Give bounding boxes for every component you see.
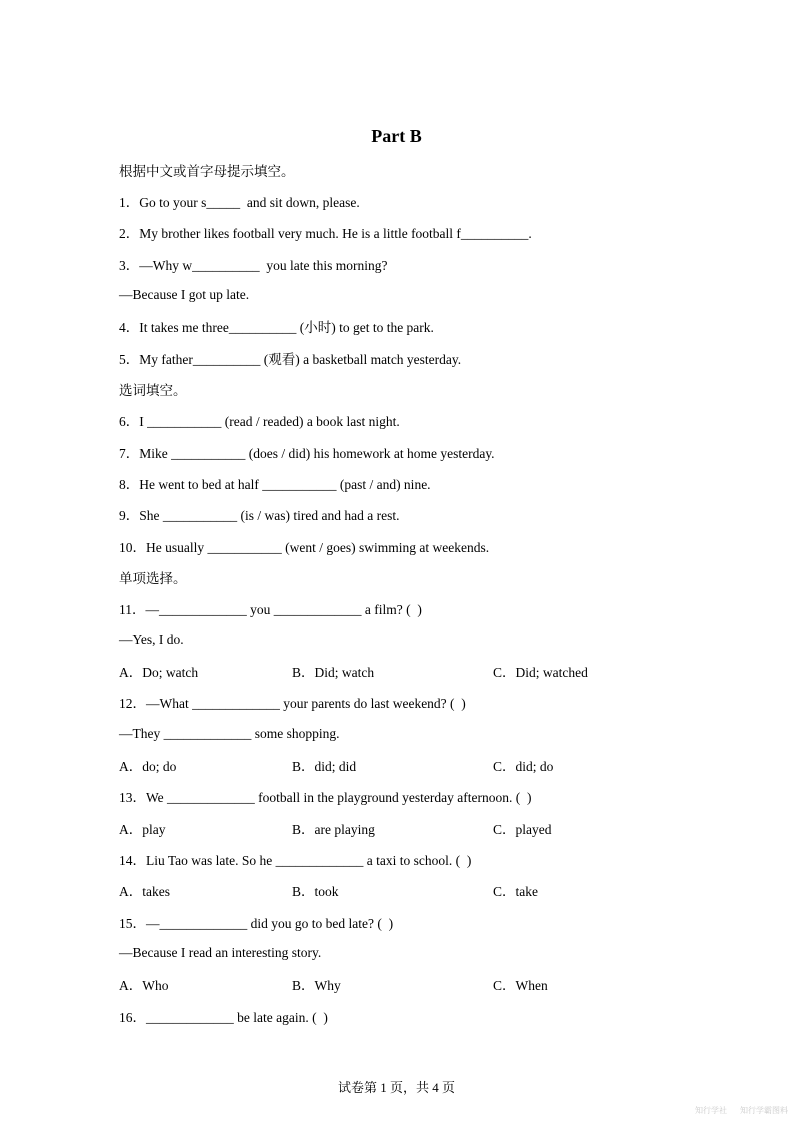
options-row [119,749,719,780]
option-b: B．did; did [292,758,357,774]
watermark [695,1105,788,1116]
option-b: B．are playing [292,821,375,837]
dialog-reply-line: —Because I read an interesting story. [119,944,322,960]
question-line: 9．She ___________ (is / was) tired and had a rest. [119,508,400,524]
dialog-reply-line: —Yes, I do. [119,631,184,647]
question-line: 13．We _____________ football in the playground yesterday afternoon. ( ) [119,790,532,806]
question-line: 4．It takes me three__________ (小时) to get to the park. [119,320,434,336]
question-line: 11．—_____________ you _____________ a film? ( ) [119,602,422,618]
option-a: A．Do; watch [119,664,199,680]
option-c: C．When [493,978,548,994]
question-line: 16．_____________ be late again. ( ) [119,1009,328,1025]
question-line: 8．He went to bed at half ___________ (past / and) nine. [119,476,431,492]
watermark-left-text: 知行学社 [695,1106,727,1115]
question-line: 7．Mike ___________ (does / did) his homework at home yesterday. [119,445,495,461]
option-b: B．took [292,884,339,900]
section-instruction: 根据中文或首字母提示填空。 [119,163,295,179]
exam-body [119,154,719,1031]
options-row [119,969,719,1000]
question-line: 5．My father__________ (观看) a basketball match yesterday. [119,351,462,367]
option-a: A．do; do [119,758,177,774]
question-line: 14．Liu Tao was late. So he _____________ a taxi to school. ( ) [119,852,472,868]
options-row [119,812,719,843]
option-a: A．takes [119,884,170,900]
option-a: A．Who [119,978,169,994]
question-line: 12．—What _____________ your parents do last weekend? ( ) [119,696,466,712]
question-line: 2．My brother likes football very much. He is a little football f__________. [119,226,532,242]
dialog-reply-line: —They _____________ some shopping. [119,725,340,741]
section-instruction: 选词填空。 [119,382,187,398]
question-line: 6．I ___________ (read / readed) a book last night. [119,414,400,430]
option-b: B．Why [292,978,341,994]
dialog-reply-line: —Because I got up late. [119,286,250,302]
options-row [119,875,719,906]
section-instruction: 单项选择。 [119,570,187,586]
options-row [119,655,719,686]
page-title: Part B [371,126,422,146]
page-footer: 试卷第 1 页，共 4 页 [337,1080,455,1095]
option-a: A．play [119,821,166,837]
question-line: 10．He usually ___________ (went / goes) swimming at weekends. [119,539,490,555]
question-line: 1．Go to your s_____ and sit down, please. [119,194,360,210]
watermark-right-text: 知行学霸图料 [740,1106,788,1115]
option-b: B．Did; watch [292,664,375,680]
option-c: C．did; do [493,758,554,774]
option-c: C．played [493,821,552,837]
option-c: C．Did; watched [493,664,588,680]
option-c: C．take [493,884,538,900]
question-line: 15．—_____________ did you go to bed late? ( ) [119,915,394,931]
question-line: 3．—Why w__________ you late this morning? [119,257,388,273]
